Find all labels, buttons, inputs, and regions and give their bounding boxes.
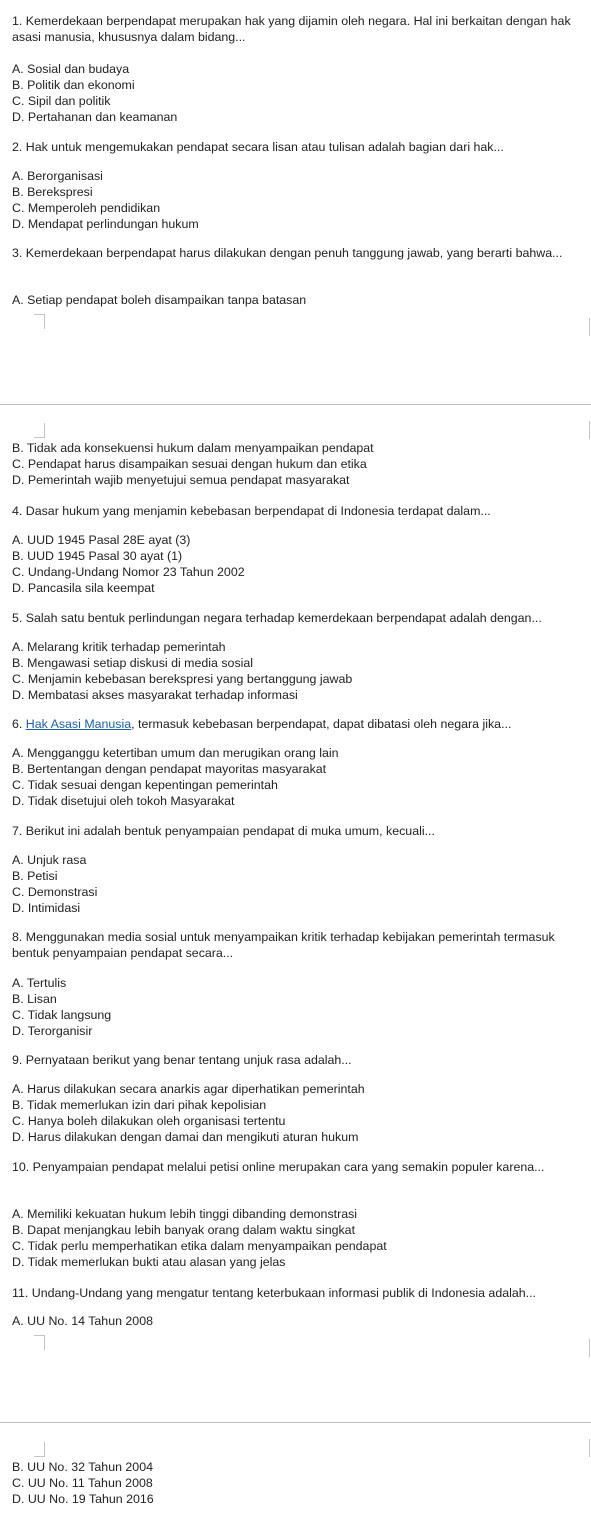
page-break-divider bbox=[0, 1422, 591, 1423]
question-9-options bbox=[12, 1081, 586, 1145]
question-10-options bbox=[12, 1206, 586, 1270]
question-3-option-a-wrap bbox=[12, 292, 586, 308]
option-b: B. Bertentangan dengan pendapat mayoritas masyarakat bbox=[12, 762, 327, 776]
option-d: D. Tidak disetujui oleh tokoh Masyarakat bbox=[12, 794, 235, 808]
crop-mark bbox=[589, 1439, 590, 1457]
question-11: 11. Undang-Undang yang mengatur tentang keterbukaan informasi publik di Indonesia adalah... bbox=[12, 1286, 536, 1300]
question-11-option-a-wrap bbox=[12, 1313, 586, 1329]
crop-mark bbox=[589, 421, 590, 439]
option-b: B. Politik dan ekonomi bbox=[12, 78, 135, 92]
question-9: 9. Pernyataan berikut yang benar tentang unjuk rasa adalah... bbox=[12, 1053, 352, 1067]
option-c: C. Memperoleh pendidikan bbox=[12, 201, 161, 215]
option-d: D. Terorganisir bbox=[12, 1024, 93, 1038]
option-c: C. Undang-Undang Nomor 23 Tahun 2002 bbox=[12, 565, 245, 579]
crop-mark bbox=[589, 1339, 590, 1357]
option-b: B. Mengawasi setiap diskusi di media sosial bbox=[12, 656, 254, 670]
option-a: A. Berorganisasi bbox=[12, 169, 103, 183]
option-a: A. Unjuk rasa bbox=[12, 853, 87, 867]
option-d: D. Membatasi akses masyarakat terhadap informasi bbox=[12, 688, 298, 702]
question-11-options-rest bbox=[12, 1459, 586, 1507]
option-a: A. UU No. 14 Tahun 2008 bbox=[12, 1314, 153, 1328]
option-b: B. Berekspresi bbox=[12, 185, 93, 199]
option-a: A. Setiap pendapat boleh disampaikan tanpa batasan bbox=[12, 293, 307, 307]
option-b: B. Tidak ada konsekuensi hukum dalam menyampaikan pendapat bbox=[12, 441, 374, 455]
crop-mark bbox=[34, 1335, 45, 1350]
question-10: 10. Penyampaian pendapat melalui petisi online merupakan cara yang semakin populer karena... bbox=[12, 1160, 545, 1174]
option-c: C. Tidak langsung bbox=[12, 1008, 112, 1022]
option-d: D. Mendapat perlindungan hukum bbox=[12, 217, 199, 231]
crop-mark bbox=[34, 423, 45, 438]
hak-asasi-manusia-link[interactable]: Hak Asasi Manusia bbox=[25, 717, 132, 731]
option-b: B. UUD 1945 Pasal 30 ayat (1) bbox=[12, 549, 183, 563]
option-d: D. Tidak memerlukan bukti atau alasan yang jelas bbox=[12, 1255, 286, 1269]
option-b: B. Dapat menjangkau lebih banyak orang dalam waktu singkat bbox=[12, 1223, 356, 1237]
crop-mark bbox=[34, 314, 45, 329]
page-break-divider bbox=[0, 404, 591, 405]
question-4-options bbox=[12, 532, 586, 596]
option-a: A. Mengganggu ketertiban umum dan merugikan orang lain bbox=[12, 746, 339, 760]
option-d: D. Harus dilakukan dengan damai dan mengikuti aturan hukum bbox=[12, 1130, 359, 1144]
question-5-options bbox=[12, 639, 586, 703]
option-a: A. Tertulis bbox=[12, 976, 67, 990]
question-6-number: 6. bbox=[12, 717, 26, 731]
option-b: B. UU No. 32 Tahun 2004 bbox=[12, 1460, 153, 1474]
option-c: C. Pendapat harus disampaikan sesuai dengan hukum dan etika bbox=[12, 457, 367, 471]
option-c: C. Sipil dan politik bbox=[12, 94, 111, 108]
option-d: D. Pancasila sila keempat bbox=[12, 581, 155, 595]
option-a: A. Memiliki kekuatan hukum lebih tinggi dibanding demonstrasi bbox=[12, 1207, 358, 1221]
option-a: A. Melarang kritik terhadap pemerintah bbox=[12, 640, 226, 654]
question-1-options bbox=[12, 61, 586, 125]
option-c: C. Demonstrasi bbox=[12, 885, 98, 899]
option-b: B. Lisan bbox=[12, 992, 57, 1006]
question-2-options bbox=[12, 168, 586, 232]
crop-mark bbox=[34, 1442, 45, 1457]
option-c: C. UU No. 11 Tahun 2008 bbox=[12, 1476, 153, 1490]
option-d: D. Pemerintah wajib menyetujui semua pendapat masyarakat bbox=[12, 473, 350, 487]
question-7-options bbox=[12, 852, 586, 916]
question-3-options-rest bbox=[12, 440, 586, 488]
option-b: B. Tidak memerlukan izin dari pihak kepolisian bbox=[12, 1098, 267, 1112]
option-a: A. UUD 1945 Pasal 28E ayat (3) bbox=[12, 533, 191, 547]
option-d: D. Intimidasi bbox=[12, 901, 81, 915]
question-6 bbox=[12, 716, 586, 732]
question-2: 2. Hak untuk mengemukakan pendapat secara lisan atau tulisan adalah bagian dari hak... bbox=[12, 140, 504, 154]
crop-mark bbox=[589, 318, 590, 336]
option-c: C. Tidak sesuai dengan kepentingan pemerintah bbox=[12, 778, 278, 792]
option-d: D. Pertahanan dan keamanan bbox=[12, 110, 178, 124]
question-8: 8. Menggunakan media sosial untuk menyampaikan kritik terhadap kebijakan pemerintah termasuk bentuk penyampaian pendapat secara... bbox=[12, 930, 555, 960]
question-1: 1. Kemerdekaan berpendapat merupakan hak yang dijamin oleh negara. Hal ini berkaitan dengan hak asasi manusia, khususnya dalam bidang... bbox=[12, 14, 571, 44]
option-c: C. Menjamin kebebasan berekspresi yang bertanggung jawab bbox=[12, 672, 353, 686]
option-a: A. Sosial dan budaya bbox=[12, 62, 130, 76]
option-c: C. Tidak perlu memperhatikan etika dalam menyampaikan pendapat bbox=[12, 1239, 387, 1253]
question-4: 4. Dasar hukum yang menjamin kebebasan berpendapat di Indonesia terdapat dalam... bbox=[12, 504, 491, 518]
option-b: B. Petisi bbox=[12, 869, 58, 883]
question-6-text: , termasuk kebebasan berpendapat, dapat dibatasi oleh negara jika... bbox=[131, 717, 512, 731]
question-5: 5. Salah satu bentuk perlindungan negara terhadap kemerdekaan berpendapat adalah dengan... bbox=[12, 611, 542, 625]
option-a: A. Harus dilakukan secara anarkis agar diperhatikan pemerintah bbox=[12, 1082, 365, 1096]
option-c: C. Hanya boleh dilakukan oleh organisasi tertentu bbox=[12, 1114, 286, 1128]
question-6-options bbox=[12, 745, 586, 809]
option-d: D. UU No. 19 Tahun 2016 bbox=[12, 1492, 154, 1506]
question-3: 3. Kemerdekaan berpendapat harus dilakukan dengan penuh tanggung jawab, yang berarti bahwa... bbox=[12, 246, 563, 260]
question-8-options bbox=[12, 975, 586, 1039]
question-7: 7. Berikut ini adalah bentuk penyampaian pendapat di muka umum, kecuali... bbox=[12, 824, 435, 838]
